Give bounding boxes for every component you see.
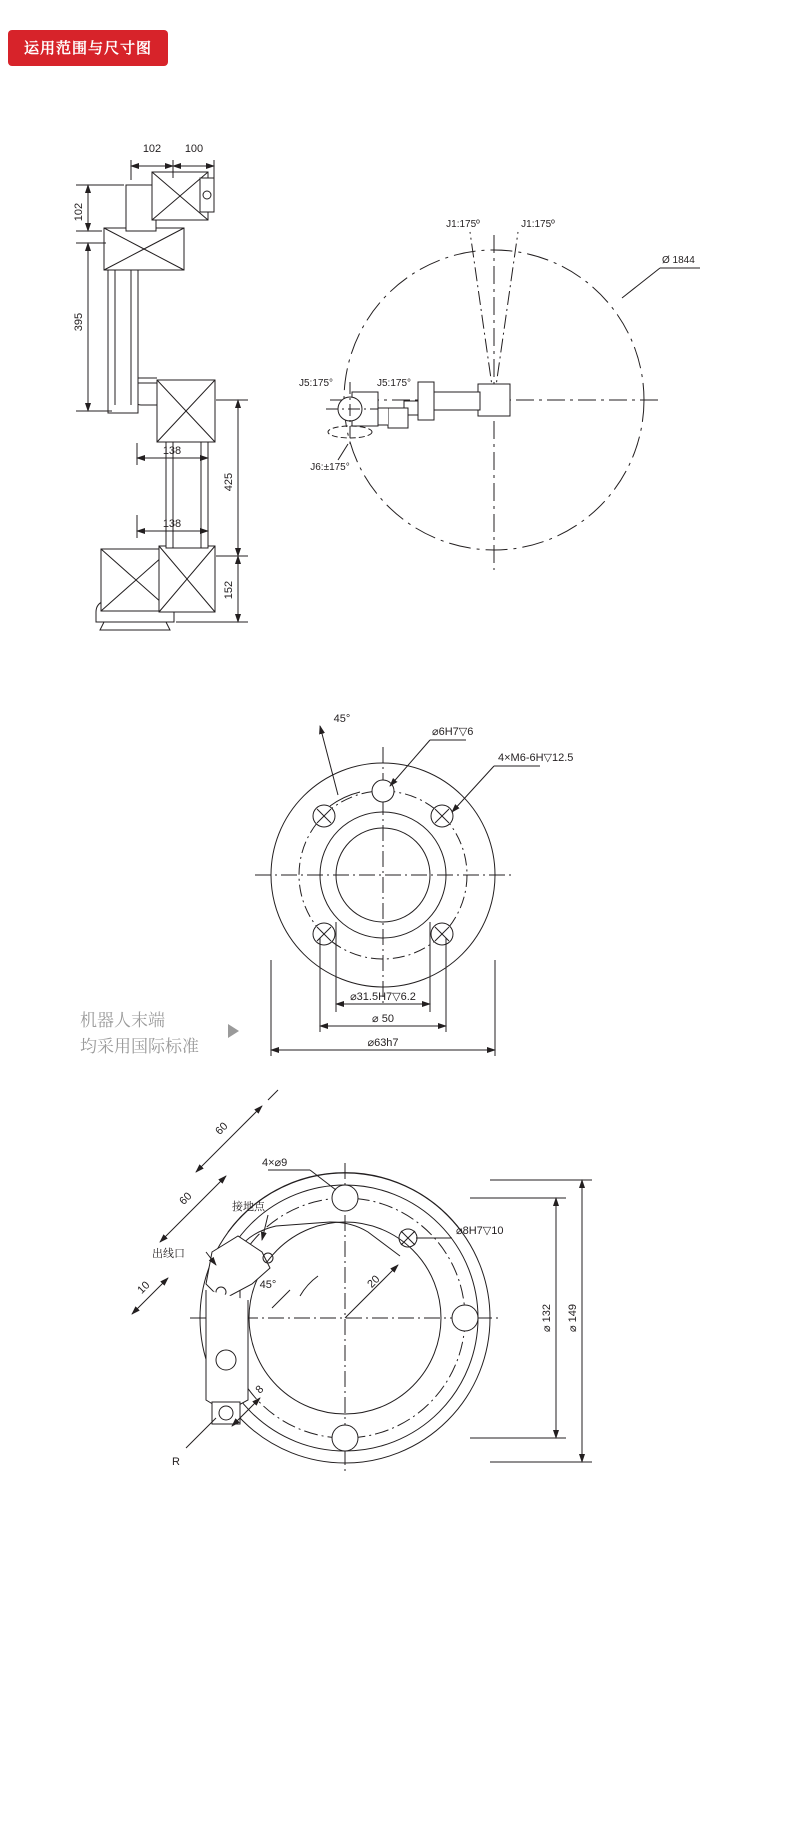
svg-text:45°: 45° — [259, 1279, 277, 1291]
svg-text:J6:±175°: J6:±175° — [310, 462, 350, 473]
side-elevation-view — [73, 143, 248, 630]
triangle-right-icon — [228, 1024, 239, 1038]
svg-text:152: 152 — [223, 580, 235, 600]
section-badge: 运用范围与尺寸图 — [8, 30, 168, 66]
svg-text:J5:175°: J5:175° — [376, 378, 412, 389]
svg-text:J1:175º: J1:175º — [521, 219, 555, 230]
end-effector-note — [80, 1008, 199, 1060]
svg-text:出线口: 出线口 — [152, 1248, 185, 1260]
base-mounting-view — [132, 1090, 592, 1473]
top-work-envelope-view — [299, 219, 700, 570]
note-line-1: 机器人末端 — [80, 1011, 165, 1030]
svg-text:⌀6H7▽6: ⌀6H7▽6 — [432, 726, 474, 738]
svg-text:395: 395 — [73, 312, 85, 332]
svg-text:J5:175°: J5:175° — [298, 378, 334, 389]
svg-text:R: R — [172, 1456, 180, 1468]
svg-text:45°: 45° — [333, 713, 351, 725]
svg-text:8: 8 — [253, 1383, 267, 1397]
svg-text:100: 100 — [184, 143, 204, 155]
svg-text:J1:175º: J1:175º — [446, 219, 480, 230]
svg-text:⌀ 50: ⌀ 50 — [372, 1013, 394, 1025]
svg-text:10: 10 — [135, 1279, 153, 1297]
svg-text:⌀ 149: ⌀ 149 — [567, 1303, 579, 1333]
svg-text:102: 102 — [142, 143, 162, 155]
svg-text:138: 138 — [162, 518, 182, 530]
svg-text:Ø 1844: Ø 1844 — [662, 255, 695, 266]
svg-text:4×M6-6H▽12.5: 4×M6-6H▽12.5 — [498, 752, 574, 764]
svg-text:⌀31.5H7▽6.2: ⌀31.5H7▽6.2 — [350, 991, 416, 1003]
note-line-2: 均采用国际标准 — [80, 1037, 199, 1056]
svg-text:60: 60 — [213, 1120, 231, 1138]
svg-text:接地点: 接地点 — [232, 1201, 265, 1213]
svg-text:⌀8H7▽10: ⌀8H7▽10 — [456, 1225, 504, 1237]
svg-text:425: 425 — [223, 472, 235, 492]
svg-text:20: 20 — [365, 1273, 383, 1291]
svg-text:⌀ 132: ⌀ 132 — [541, 1303, 553, 1333]
svg-text:138: 138 — [162, 445, 182, 457]
svg-text:4×⌀9: 4×⌀9 — [262, 1157, 288, 1169]
svg-text:102: 102 — [73, 202, 85, 222]
tool-flange-view — [255, 713, 573, 1056]
svg-text:60: 60 — [177, 1190, 195, 1208]
svg-text:⌀63h7: ⌀63h7 — [367, 1037, 399, 1049]
